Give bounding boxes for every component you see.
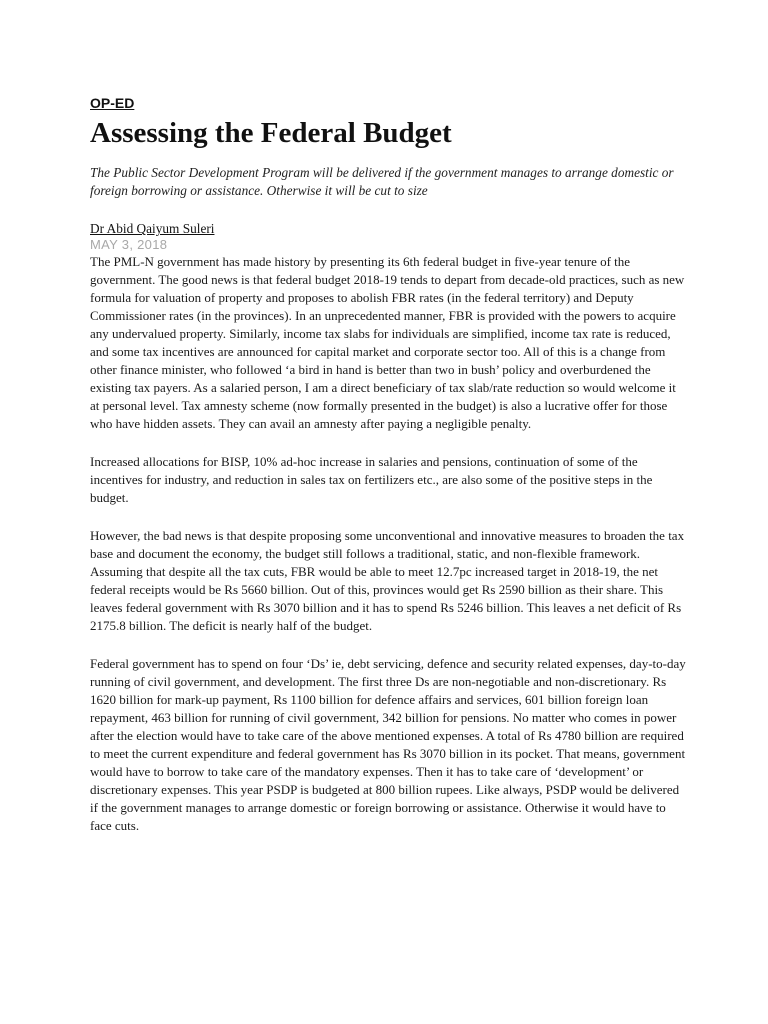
- author-link[interactable]: Dr Abid Qaiyum Suleri: [90, 221, 215, 236]
- body-paragraph: The PML-N government has made history by presenting its 6th federal budget in five-year tenure of the government. The good news is that federal budget 2018-19 tends to depart from decade-old practices, such as new formula for valuation of property and proposes to abolish FBR rates (in the federal territory) and Deputy Commissioner rates (in the provinces). In an unprecedented manner, FBR is provided with the powers to acquire any undervalued property. Similarly, income tax slabs for individuals are simplified, income tax rate is reduced, and some tax incentives are announced for capital market and corporate sector too. All of this is a change from other finance minister, who followed ‘a bird in hand is better than two in bush’ policy and overburdened the existing tax payers. As a salaried person, I am a direct beneficiary of tax slab/rate reduction so would welcome it at personal level. Tax amnesty scheme (now formally presented in the budget) is also a lucrative offer for those who have hidden assets. They can avail an amnesty after paying a negligible penalty.: [90, 254, 685, 431]
- publish-date: MAY 3, 2018: [90, 237, 168, 252]
- body-paragraph: Increased allocations for BISP, 10% ad-hoc increase in salaries and pensions, continuation of some of the incentives for industry, and reduction in sales tax on fertilizers etc., are also some of the positive steps in the budget.: [90, 454, 653, 505]
- body-paragraph: Federal government has to spend on four ‘Ds’ ie, debt servicing, defence and security related expenses, day-to-day running of civil government, and development. The first three Ds are non-negotiable and non-discretionary. Rs 1620 billion for mark-up payment, Rs 1100 billion for defence affairs and services, 601 billion foreign loan repayment, 463 billion for running of civil government, 342 billion for pensions. No matter who comes in power after the election would have to take care of the above mentioned expenses. A total of Rs 4780 billion are required to meet the current expenditure and federal government has Rs 3070 billion in its pocket. That means, government would have to borrow to take care of the mandatory expenses. Then it has to take care of ‘development’ or discretionary expenses. This year PSDP is budgeted at 800 billion rupees. Like always, PSDP would be delivered if the government manages to arrange domestic or foreign borrowing or assistance. Otherwise it would have to face cuts.: [90, 656, 686, 833]
- article-body: [90, 253, 686, 835]
- article-standfirst: The Public Sector Development Program will be delivered if the government manages to arrange domestic or foreign borrowing or assistance. Otherwise it will be cut to size: [90, 165, 674, 198]
- body-paragraph: However, the bad news is that despite proposing some unconventional and innovative measures to broaden the tax base and document the economy, the budget still follows a traditional, static, and non-flexible framework. Assuming that despite all the tax cuts, FBR would be able to meet 12.7pc increased target in 2018-19, the net federal receipts would be Rs 5660 billion. Out of this, provinces would get Rs 2590 billion as their share. This leaves federal government with Rs 3070 billion and it has to spend Rs 5246 billion. This leaves a net deficit of Rs 2175.8 billion. The deficit is nearly half of the budget.: [90, 528, 685, 633]
- article-title: Assessing the Federal Budget: [90, 117, 452, 149]
- article: [90, 94, 686, 855]
- section-label[interactable]: OP-ED: [90, 95, 135, 111]
